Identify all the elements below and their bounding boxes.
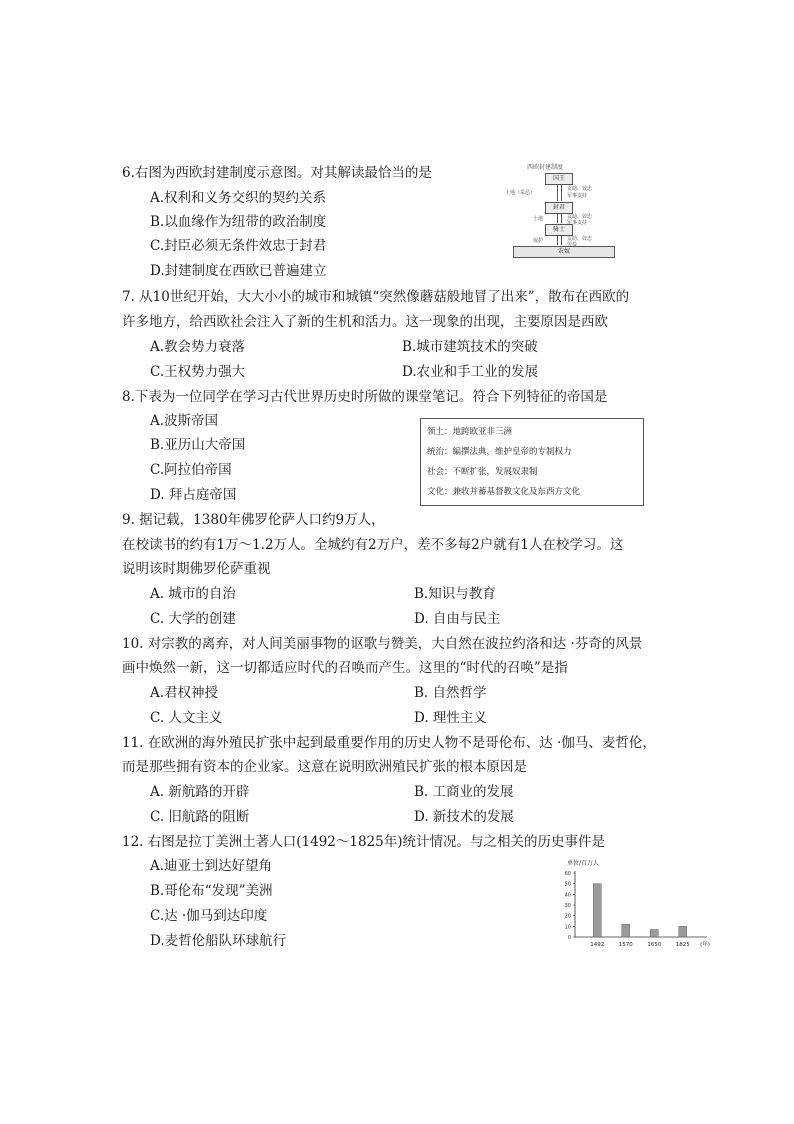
- population-chart-svg: [557, 857, 717, 957]
- q11-option-a: A. 新航路的开辟: [150, 784, 250, 800]
- diagram-arrow: [557, 214, 558, 223]
- notes-row-territory: 领土：地跨欧亚非三洲: [427, 427, 513, 437]
- q8-option-a: A.波斯帝国: [150, 413, 219, 429]
- chart-y-tick-label: 20: [564, 913, 571, 920]
- q11-stem-line2: 而是那些拥有资本的企业家。这意在说明欧洲殖民扩张的根本原因是: [122, 759, 527, 775]
- q6-option-a: A.权利和义务交织的契约关系: [150, 190, 327, 206]
- class-notes-table: [420, 418, 644, 506]
- diagram-label: 贡助、效忠: [567, 236, 593, 242]
- chart-title: 单位/百万人: [567, 860, 600, 867]
- q12-option-c: C.达 ·伽马到达印度: [150, 908, 268, 924]
- diagram-box-king: 国王: [545, 173, 573, 185]
- q7-stem-line2: 许多地方，给西欧社会注入了新的生机和活力。这一现象的出现，主要原因是西欧: [122, 314, 608, 330]
- chart-y-tick-label: 40: [564, 892, 571, 899]
- q10-stem-line1: 10. 对宗教的离弃，对人间美丽事物的讴歌与赞美，大自然在波拉约洛和达 ·芬奇的风景: [122, 636, 643, 652]
- q9-stem-line3: 说明该时期佛罗伦萨重视: [122, 561, 271, 577]
- q6-stem: 6.右图为西欧封建制度示意图。对其解读最恰当的是: [122, 165, 432, 181]
- q6-option-b: B.以血缘作为纽带的政治制度: [150, 214, 327, 230]
- q9-stem-line1: 9. 据记载，1380年佛罗伦萨人口约9万人，: [122, 512, 385, 528]
- diagram-arrow: [557, 236, 558, 245]
- notes-row-rule: 统治：编撰法典，维护皇帝的专制权力: [427, 447, 572, 457]
- q11-option-c: C. 旧航路的阻断: [150, 809, 250, 825]
- q11-stem-line1: 11. 在欧洲的海外殖民扩张中起到最重要作用的历史人物不是哥伦布、达 ·伽马、麦哲伦，: [122, 735, 656, 751]
- diagram-box-lord: 封君: [545, 202, 573, 214]
- q10-option-a: A.君权神授: [150, 685, 219, 701]
- chart-bar: [650, 930, 658, 937]
- q9-option-a: A. 城市的自治: [150, 586, 236, 602]
- diagram-arrow: [557, 185, 558, 201]
- q12-option-d: D.麦哲伦船队环球航行: [150, 933, 287, 949]
- q9-option-c: C. 大学的创建: [150, 611, 236, 627]
- q7-option-d: D.农业和手工业的发展: [402, 364, 539, 380]
- diagram-arrow: [561, 185, 562, 201]
- chart-y-tick-label: 60: [564, 871, 571, 877]
- chart-x-tick-label: 1570: [618, 942, 633, 948]
- diagram-box-knight: 骑士: [545, 224, 573, 236]
- chart-y-tick-label: 10: [564, 924, 571, 931]
- chart-bar: [593, 884, 601, 937]
- chart-x-tick-label: 1825: [675, 942, 690, 948]
- q12-stem: 12. 右图是拉丁美洲土著人口(1492～1825年)统计情况。与之相关的历史事件是: [122, 834, 606, 850]
- q8-option-b: B.亚历山大帝国: [150, 437, 246, 453]
- q8-option-c: C.阿拉伯帝国: [150, 462, 232, 478]
- q7-option-c: C.王权势力强大: [150, 364, 246, 380]
- notes-row-society: 社会：不断扩张，发展奴隶制: [427, 467, 538, 477]
- q6-option-c: C.封臣必须无条件效忠于封君: [150, 238, 327, 254]
- diagram-label: 劳役: [567, 242, 578, 248]
- q11-option-d: D. 新技术的发展: [414, 809, 514, 825]
- feudal-system-diagram: [505, 160, 617, 268]
- diagram-box-serf: 农奴: [513, 246, 615, 258]
- diagram-title: 西欧封建制度: [527, 164, 564, 171]
- diagram-label: 土地: [533, 216, 544, 222]
- diagram-label: 军事支持: [567, 220, 588, 226]
- q10-option-d: D. 理性主义: [414, 710, 487, 726]
- notes-row-culture: 文化：兼收并蓄基督教文化及东西方文化: [427, 487, 581, 497]
- q10-option-b: B. 自然哲学: [414, 685, 487, 701]
- chart-bar: [622, 924, 630, 937]
- chart-y-tick-label: 50: [564, 881, 571, 888]
- q7-option-a: A.教会势力衰落: [150, 339, 246, 355]
- chart-x-axis-label: (年): [700, 942, 710, 948]
- q7-option-b: B.城市建筑技术的突破: [402, 339, 538, 355]
- q10-option-c: C. 人文主义: [150, 710, 223, 726]
- chart-bar: [679, 926, 687, 937]
- q12-option-a: A.迪亚士到达好望角: [150, 858, 273, 874]
- diagram-label: 贡助、效忠: [567, 186, 593, 192]
- q9-option-d: D. 自由与民主: [414, 611, 501, 627]
- q6-option-d: D.封建制度在西欧已普遍建立: [150, 263, 327, 279]
- q11-option-b: B. 工商业的发展: [414, 784, 514, 800]
- diagram-label: 保护: [533, 238, 544, 244]
- q9-option-b: B.知识与教育: [414, 586, 496, 602]
- q10-stem-line2: 画中焕然一新，这一切都适应时代的召唤而产生。这里的“时代的召唤”是指: [122, 660, 568, 676]
- q8-stem: 8.下表为一位同学在学习古代世界历史时所做的课堂笔记。符合下列特征的帝国是: [122, 389, 608, 405]
- q12-option-b: B.哥伦布“发现”美洲: [150, 883, 273, 899]
- chart-y-tick-label: 30: [564, 903, 571, 909]
- chart-x-tick-label: 1650: [647, 942, 662, 948]
- q9-stem-line2: 在校读书的约有1万～1.2万人。全城约有2万户，差不多每2户就有1人在校学习。这: [122, 537, 624, 553]
- q7-stem-line1: 7. 从10世纪开始，大大小小的城市和城镇“突然像蘑菇般地冒了出来”，散布在西欧的: [122, 289, 630, 305]
- q8-option-d: D. 拜占庭帝国: [150, 487, 237, 503]
- chart-x-tick-label: 1492: [590, 942, 605, 948]
- diagram-label: 土地（采邑）: [505, 190, 536, 196]
- chart-y-tick-label: 0: [567, 935, 571, 941]
- diagram-arrow: [561, 214, 562, 223]
- population-bar-chart: [557, 857, 717, 957]
- diagram-label: 军事支持: [567, 193, 588, 199]
- diagram-label: 贡助、效忠: [567, 214, 593, 220]
- diagram-arrow: [561, 236, 562, 245]
